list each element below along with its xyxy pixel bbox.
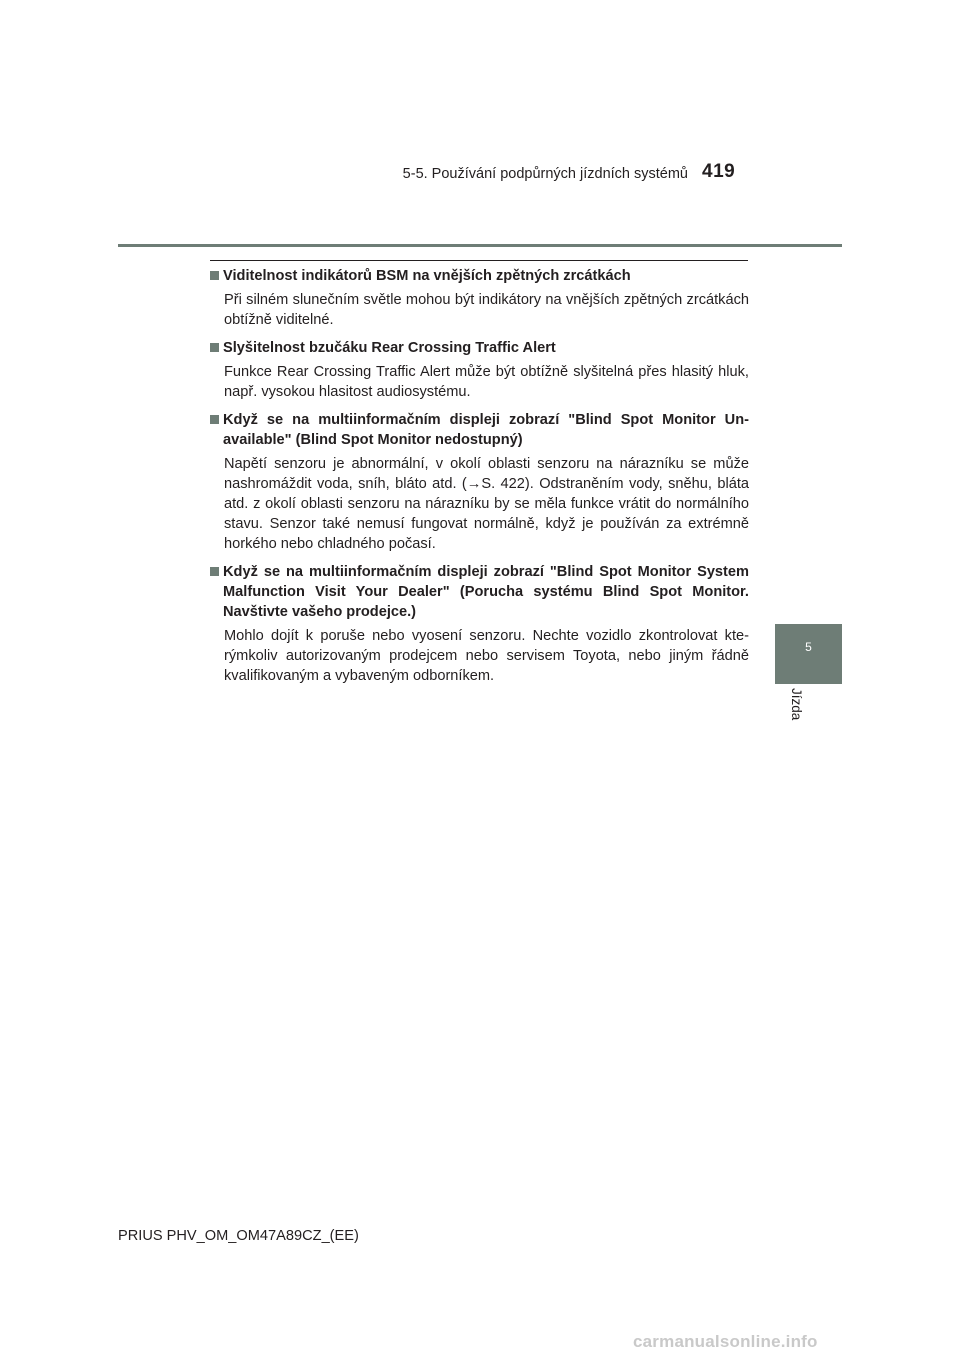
section-body: Mohlo dojít k poruše nebo vyosení senzoru. Nechte vozidlo zkontrolovat kterýmkoliv autorizovaným prodejcem nebo servisem Toyota, nebo jiným řádně kvalifikovaným a vybaveným odborníkem.: [224, 628, 749, 684]
section-heading: [209, 410, 749, 450]
section-heading: [209, 338, 749, 358]
section-body: Napětí senzoru je abnormální, v okolí oblasti senzoru na nárazníku se může nashromáždit voda, sníh, bláto atd. (→S. 422). Odstraněním vody, sněhu, bláta atd. z okolí oblasti senzoru na nárazníku by se měla funkce vrátit do normálního stavu. Senzor také nemusí fungovat normálně, když je používán za extrémně horkého nebo chladného počasí.: [224, 456, 749, 552]
content-rule: [210, 260, 748, 261]
section-heading-text: Viditelnost indikátorů BSM na vnějších zpětných zrcátkách: [223, 268, 631, 284]
chapter-number: 5: [805, 640, 812, 654]
section-heading-text: Slyšitelnost bzučáku Rear Crossing Traffic Alert: [223, 340, 556, 356]
content: [209, 266, 749, 694]
section-bsm-visibility: [209, 266, 749, 330]
section-heading-text: Když se na multiinformačním displeji zobrazí "Blind Spot Monitor System Malfunction Visit Your Dealer" (Porucha systému Blind Spot Monitor. Navštivte vašeho prodejce.): [223, 564, 749, 620]
section-body: Funkce Rear Crossing Traffic Alert může být obtížně slyšitelná přes hlasitý hluk, např. vysokou hlasitost audiosystému.: [224, 364, 749, 400]
square-bullet-icon: [209, 266, 223, 286]
section-heading-text: Když se na multiinformačním displeji zobrazí "Blind Spot Monitor Unavailable" (Blind Spot Monitor nedostupný): [223, 412, 749, 448]
section-heading: [209, 266, 749, 286]
chapter-label: Jízda: [789, 688, 804, 721]
square-bullet-icon: [209, 338, 223, 358]
square-bullet-icon: [209, 562, 223, 622]
section-bsm-unavailable: [209, 410, 749, 554]
chapter-tab: [775, 624, 842, 684]
header-rule: [118, 244, 842, 247]
section-bsm-malfunction: [209, 562, 749, 686]
page-number: 419: [702, 161, 736, 182]
section-heading: [209, 562, 749, 622]
footer-doc-id: PRIUS PHV_OM_OM47A89CZ_(EE): [118, 1228, 359, 1244]
section-body: Při silném slunečním světle mohou být indikátory na vnějších zpětných zrcátkách obtížně viditelné.: [224, 292, 749, 328]
header-section-title: 5-5. Používání podpůrných jízdních systémů: [402, 166, 688, 182]
watermark: carmanualsonline.info: [633, 1332, 818, 1351]
square-bullet-icon: [209, 410, 223, 450]
section-buzzer-audibility: [209, 338, 749, 402]
